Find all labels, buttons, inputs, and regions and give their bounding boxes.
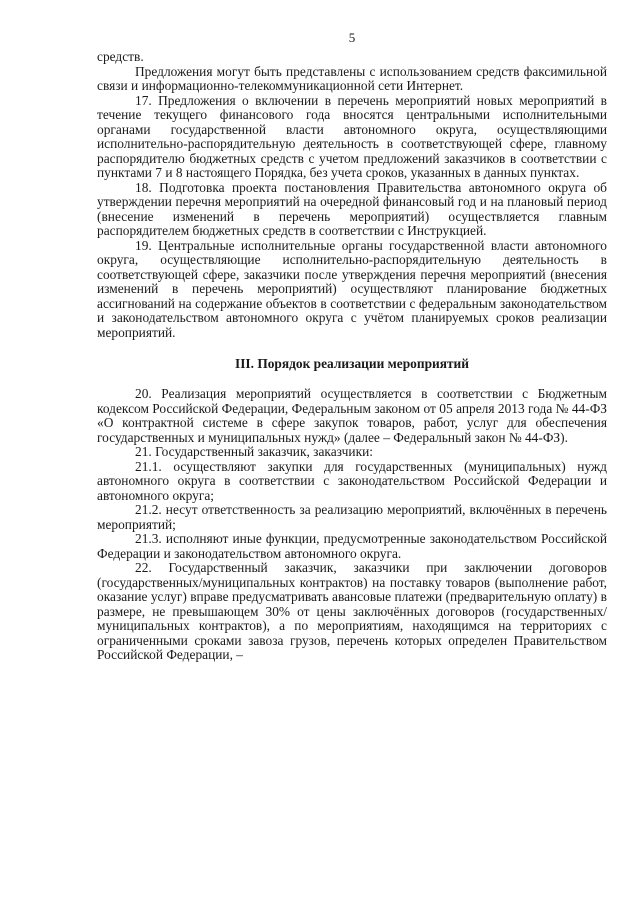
paragraph-21-2: 21.2. несут ответственность за реализацию мероприятий, включённых в перечень мероприятий; [97,502,607,532]
paragraph-proposals-format: Предложения могут быть представлены с использованием средств факсимильной связи и информационно-телекоммуникационной сети Интернет. [97,63,607,93]
paragraph-21-3: 21.3. исполняют иные функции, предусмотренные законодательством Российской Федерации и законодательством автономного округа. [97,531,607,561]
paragraph-20: 20. Реализация мероприятий осуществляется в соответствии с Бюджетным кодексом Российской Федерации, Федеральным законом от 05 апреля 2013 года № 44-ФЗ «О контрактной системе в сфере закупок товаров, работ, услуг для обеспечения государственных и муниципальных нужд» (далее – Федеральный закон № 44-ФЗ). [97,386,607,445]
section-heading-3: III. Порядок реализации мероприятий [234,356,469,371]
paragraph-continuation: средств. [97,49,144,64]
paragraph-22: 22. Государственный заказчик, заказчики при заключении договоров (государственных/муниципальных контрактов) на поставку товаров (выполнение работ, оказание услуг) вправе предусматривать авансовые платежи (предварительную оплату) в размере, не превышающем 30% от цены заключённых договоров (государственных/муниципальных контрактов), а по мероприятиям, находящимся на территориях с ограниченными сроками завоза грузов, перечень которых определен Правительством Российской Федерации, – [97,560,607,662]
paragraph-21-1: 21.1. осуществляют закупки для государственных (муниципальных) нужд автономного округа в соответствии с законодательством Российской Федерации и автономного округа; [97,458,607,503]
document-body [97,50,607,663]
paragraph-18: 18. Подготовка проекта постановления Правительства автономного округа об утверждении перечня мероприятий на очередной финансовый год и на плановый период (внесение изменений в перечень мероприятий) осуществляется главным распорядителем бюджетных средств в соответствии с Инструкцией. [97,179,607,238]
paragraph-17: 17. Предложения о включении в перечень мероприятий новых мероприятий в течение текущего финансового года вносятся центральными исполнительными органами государственной власти автономного округа, осуществляющими исполнительно-распорядительную деятельность в соответствующей сфере, главному распорядителю бюджетных средств с учетом предложений заказчиков в соответствии с пунктами 7 и 8 настоящего Порядка, без учета сроков, указанных в данных пунктах. [97,92,607,180]
paragraph-19: 19. Центральные исполнительные органы государственной власти автономного округа, осуществляющие исполнительно-распорядительную деятельность в соответствующей сфере, заказчики после утверждения перечня мероприятий (внесения изменений в перечень мероприятий) осуществляют планирование бюджетных ассигнований на содержание объектов в соответствии с федеральным законодательством и законодательством автономного округа с учётом планируемых сроков реализации мероприятий. [97,237,607,340]
paragraph-21: 21. Государственный заказчик, заказчики: [135,444,373,459]
page-number: 5 [348,30,356,45]
